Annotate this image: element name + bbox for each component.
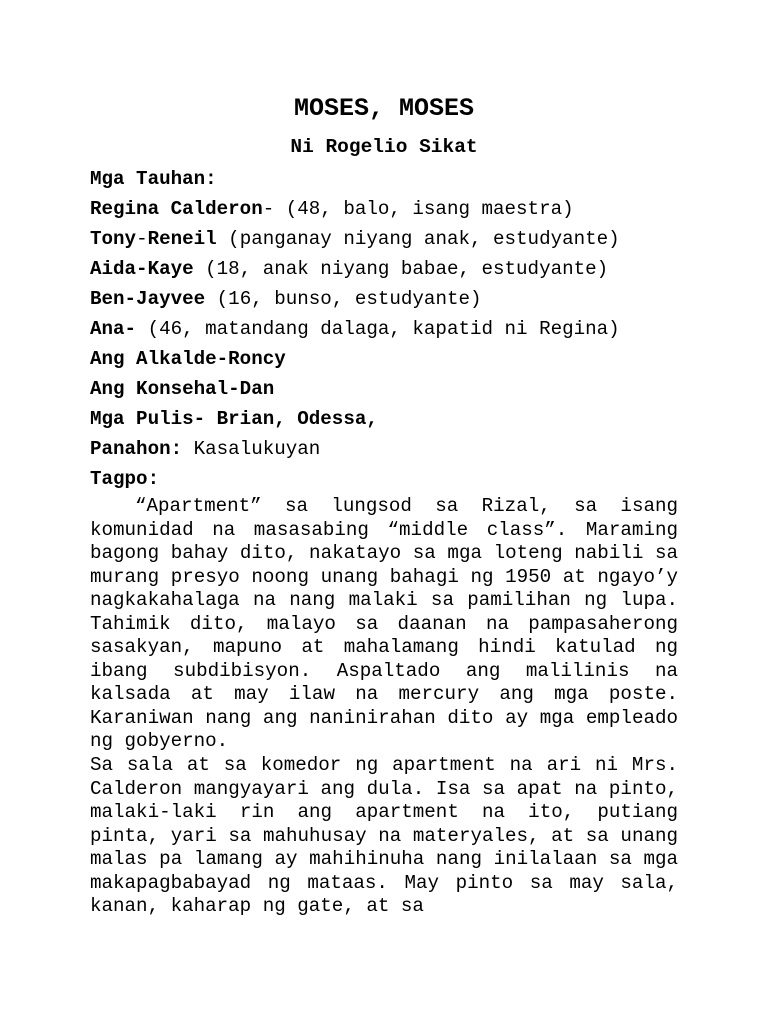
cast-item-pulis (90, 407, 378, 431)
cast-item-aida (90, 257, 608, 281)
cast-item-ana (90, 317, 620, 341)
cast-item-alkalde (90, 347, 286, 371)
cast-description: (16, bunso, estudyante) (205, 288, 482, 310)
setting-heading (90, 467, 159, 491)
cast-item-konsehal (90, 377, 274, 401)
cast-description: (panganay niyang anak, estudyante) (216, 228, 620, 250)
cast-item-tony (90, 227, 620, 251)
cast-actor-name: Reneil (147, 228, 217, 250)
cast-description: (48, balo, isang maestra) (285, 198, 574, 220)
cast-heading (90, 167, 217, 191)
time-value: Kasalukuyan (182, 438, 321, 460)
cast-name: Mga Pulis- Brian, Odessa, (90, 408, 378, 430)
setting-paragraph-2: Sa sala at sa komedor ng apartment na ari ni Mrs. Calderon mangyayari ang dula. Isa sa apat na pinto, malaki-laki rin ang apartment na ito, putiang pinta, yari sa mahuhusay na materyales, at sa unang malas pa lamang ay mahihinuha nang inilalaan sa mga makapagbabayad ng mataas. May pinto sa may sala, kanan, kaharap ng gate, at sa (90, 754, 678, 917)
cast-name: Regina Calderon (90, 198, 263, 220)
cast-name: Ben-Jayvee (90, 288, 206, 310)
cast-name: Ang Alkalde-Roncy (90, 348, 286, 370)
cast-name: Ana- (90, 318, 137, 340)
time-label: Panahon: (90, 438, 183, 460)
cast-item-ben (90, 287, 482, 311)
cast-description: (46, matandang dalaga, kapatid ni Regina) (136, 318, 620, 340)
cast-name: Ang Konsehal-Dan (90, 378, 275, 400)
cast-connector: - (262, 198, 286, 220)
cast-name: Tony (90, 228, 137, 250)
cast-description: (18, anak niyang babae, estudyante) (193, 258, 609, 280)
setting-paragraph-1: “Apartment” sa lungsod sa Rizal, sa isang komunidad na masasabing “middle class”. Maraming bagong bahay dito, nakatayo sa mga loteng nabili sa murang presyo noong unang bahagi ng 1950 at ngayo’y nagkakahalaga na nang malaki sa pamilihan ng lupa. Tahimik dito, malayo sa daanan na pampasaherong sasakyan, mapuno at mahalamang hindi katulad ng ibang subdibisyon. Aspaltado ang malilinis na kalsada at may ilaw na mercury ang mga poste. Karaniwan nang ang naninirahan dito ay mga empleado ng gobyerno. (90, 495, 678, 752)
time-line (90, 437, 320, 461)
cast-heading-label: Mga Tauhan: (90, 168, 217, 190)
cast-name: Aida-Kaye (90, 258, 194, 280)
setting-label: Tagpo: (90, 468, 160, 490)
cast-item-regina (90, 197, 574, 221)
document-title: MOSES, MOSES (293, 94, 475, 123)
cast-connector: - (136, 228, 148, 250)
author-line: Ni Rogelio Sikat (290, 136, 478, 158)
